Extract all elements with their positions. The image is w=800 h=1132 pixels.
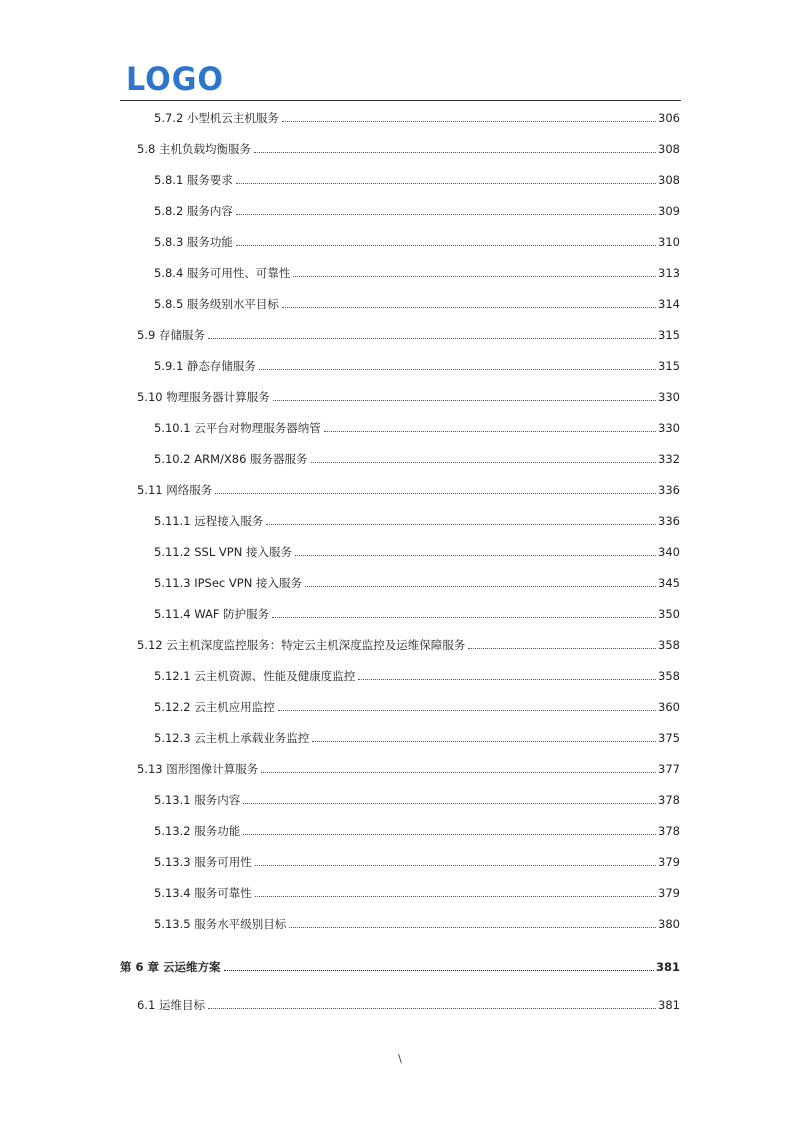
toc-dot-leader [289, 927, 656, 928]
toc-entry-page: 336 [658, 514, 680, 528]
toc-dot-leader [259, 369, 656, 370]
toc-entry-page: 306 [658, 111, 680, 125]
toc-entry-title: 6.1 运维目标 [137, 998, 205, 1012]
toc-entry-page: 314 [658, 297, 680, 311]
toc-entry[interactable] [137, 482, 680, 498]
toc-dot-leader [243, 834, 656, 835]
toc-entry[interactable] [154, 668, 680, 684]
toc-entry-title: 5.13.2 服务功能 [154, 824, 241, 838]
toc-entry[interactable] [154, 544, 680, 560]
toc-entry-page: 360 [658, 700, 680, 714]
toc-dot-leader [293, 276, 656, 277]
toc-dot-leader [261, 772, 656, 773]
toc-entry-title: 5.12.3 云主机上承载业务监控 [154, 731, 310, 745]
toc-entry[interactable] [154, 606, 680, 622]
toc-dot-leader [311, 462, 656, 463]
toc-entry-title: 5.13 图形图像计算服务 [137, 762, 259, 776]
toc-entry-page: 377 [658, 762, 680, 776]
toc-dot-leader [324, 431, 656, 432]
toc-entry-title: 5.13.4 服务可靠性 [154, 886, 252, 900]
toc-entry[interactable] [137, 389, 680, 405]
toc-dot-leader [243, 803, 656, 804]
toc-entry[interactable] [137, 997, 680, 1013]
toc-entry-page: 379 [658, 855, 680, 869]
toc-entry[interactable] [154, 513, 680, 529]
toc-entry-title: 5.11 网络服务 [137, 483, 213, 497]
toc-entry-page: 330 [658, 390, 680, 404]
toc-entry-page: 315 [658, 328, 680, 342]
toc-dot-leader [278, 710, 656, 711]
toc-entry-page: 315 [658, 359, 680, 373]
toc-entry[interactable] [137, 761, 680, 777]
toc-dot-leader [295, 555, 656, 556]
toc-entry-title: 5.12.1 云主机资源、性能及健康度监控 [154, 669, 356, 683]
toc-entry-title: 5.8.5 服务级别水平目标 [154, 297, 279, 311]
toc-entry-page: 308 [658, 173, 680, 187]
toc-entry-page: 310 [658, 235, 680, 249]
toc-entry-title: 5.13.1 服务内容 [154, 793, 241, 807]
toc-dot-leader [282, 307, 656, 308]
toc-entry[interactable] [154, 575, 680, 591]
toc-entry-title: 5.13.5 服务水平级别目标 [154, 917, 287, 931]
toc-entry[interactable] [154, 110, 680, 126]
toc-entry-title: 5.11.4 WAF 防护服务 [154, 607, 270, 621]
toc-entry-page: 330 [658, 421, 680, 435]
toc-entry-title: 5.8.2 服务内容 [154, 204, 233, 218]
toc-entry[interactable] [120, 959, 680, 975]
toc-entry[interactable] [154, 699, 680, 715]
toc-entry-title: 5.8 主机负载均衡服务 [137, 142, 251, 156]
toc-dot-leader [305, 586, 656, 587]
toc-dot-leader [236, 214, 656, 215]
toc-entry-title: 5.13.3 服务可用性 [154, 855, 252, 869]
toc-dot-leader [272, 617, 656, 618]
toc-entry-title: 5.7.2 小型机云主机服务 [154, 111, 279, 125]
toc-dot-leader [266, 524, 656, 525]
toc-entry-page: 381 [655, 960, 680, 974]
toc-dot-leader [358, 679, 656, 680]
toc-entry-page: 336 [658, 483, 680, 497]
toc-entry-title: 5.8.3 服务功能 [154, 235, 233, 249]
toc-entry-page: 379 [658, 886, 680, 900]
toc-dot-leader [282, 121, 656, 122]
toc-dot-leader [254, 152, 656, 153]
toc-entry[interactable] [137, 327, 680, 343]
toc-entry-page: 378 [658, 793, 680, 807]
toc-entry[interactable] [154, 730, 680, 746]
toc-entry[interactable] [154, 265, 680, 281]
toc-entry-page: 358 [658, 638, 680, 652]
toc-entry-page: 375 [658, 731, 680, 745]
toc-entry-title: 5.9 存储服务 [137, 328, 205, 342]
toc-entry-page: 340 [658, 545, 680, 559]
toc-entry-page: 378 [658, 824, 680, 838]
page-number-footer: \ [398, 1052, 402, 1065]
toc-entry[interactable] [154, 792, 680, 808]
toc-entry[interactable] [137, 141, 680, 157]
toc-entry[interactable] [154, 358, 680, 374]
toc-dot-leader [236, 183, 656, 184]
toc-entry-title: 5.8.4 服务可用性、可靠性 [154, 266, 291, 280]
toc-entry-title: 第 6 章 云运维方案 [120, 960, 221, 974]
toc-entry[interactable] [154, 823, 680, 839]
toc-entry[interactable] [154, 296, 680, 312]
toc-entry-page: 350 [658, 607, 680, 621]
toc-entry[interactable] [154, 451, 680, 467]
toc-entry-page: 345 [658, 576, 680, 590]
toc-dot-leader [236, 245, 656, 246]
toc-entry-page: 358 [658, 669, 680, 683]
toc-entry-title: 5.11.3 IPSec VPN 接入服务 [154, 576, 302, 590]
toc-entry[interactable] [154, 172, 680, 188]
toc-entry-title: 5.9.1 静态存储服务 [154, 359, 256, 373]
toc-dot-leader [224, 970, 654, 971]
toc-entry-title: 5.12.2 云主机应用监控 [154, 700, 275, 714]
toc-dot-leader [273, 400, 656, 401]
toc-entry[interactable] [154, 854, 680, 870]
toc-entry-title: 5.10.1 云平台对物理服务器纳管 [154, 421, 321, 435]
toc-entry[interactable] [154, 203, 680, 219]
toc-entry-page: 308 [658, 142, 680, 156]
toc-entry-page: 381 [658, 998, 680, 1012]
toc-dot-leader [208, 1008, 656, 1009]
toc-entry[interactable] [154, 420, 680, 436]
toc-entry-title: 5.12 云主机深度监控服务：特定云主机深度监控及运维保障服务 [137, 638, 466, 652]
toc-dot-leader [312, 741, 656, 742]
toc-dot-leader [255, 865, 656, 866]
toc-entry[interactable] [154, 885, 680, 901]
toc-dot-leader [208, 338, 656, 339]
toc-dot-leader [468, 648, 656, 649]
toc-entry-title: 5.11.2 SSL VPN 接入服务 [154, 545, 292, 559]
toc-entry-title: 5.10 物理服务器计算服务 [137, 390, 270, 404]
toc-dot-leader [255, 896, 656, 897]
toc-dot-leader [215, 493, 656, 494]
toc-entry[interactable] [154, 916, 680, 932]
toc-entry-title: 5.10.2 ARM/X86 服务器服务 [154, 452, 308, 466]
logo-text: LOGO [126, 62, 224, 94]
logo-icon [126, 62, 226, 94]
toc-entry-title: 5.11.1 远程接入服务 [154, 514, 264, 528]
toc-entry[interactable] [137, 637, 680, 653]
header-divider [120, 100, 681, 101]
toc-entry-page: 313 [658, 266, 680, 280]
toc-entry-page: 309 [658, 204, 680, 218]
toc-entry-page: 380 [658, 917, 680, 931]
toc-entry-title: 5.8.1 服务要求 [154, 173, 233, 187]
toc-entry[interactable] [154, 234, 680, 250]
toc-entry-page: 332 [658, 452, 680, 466]
